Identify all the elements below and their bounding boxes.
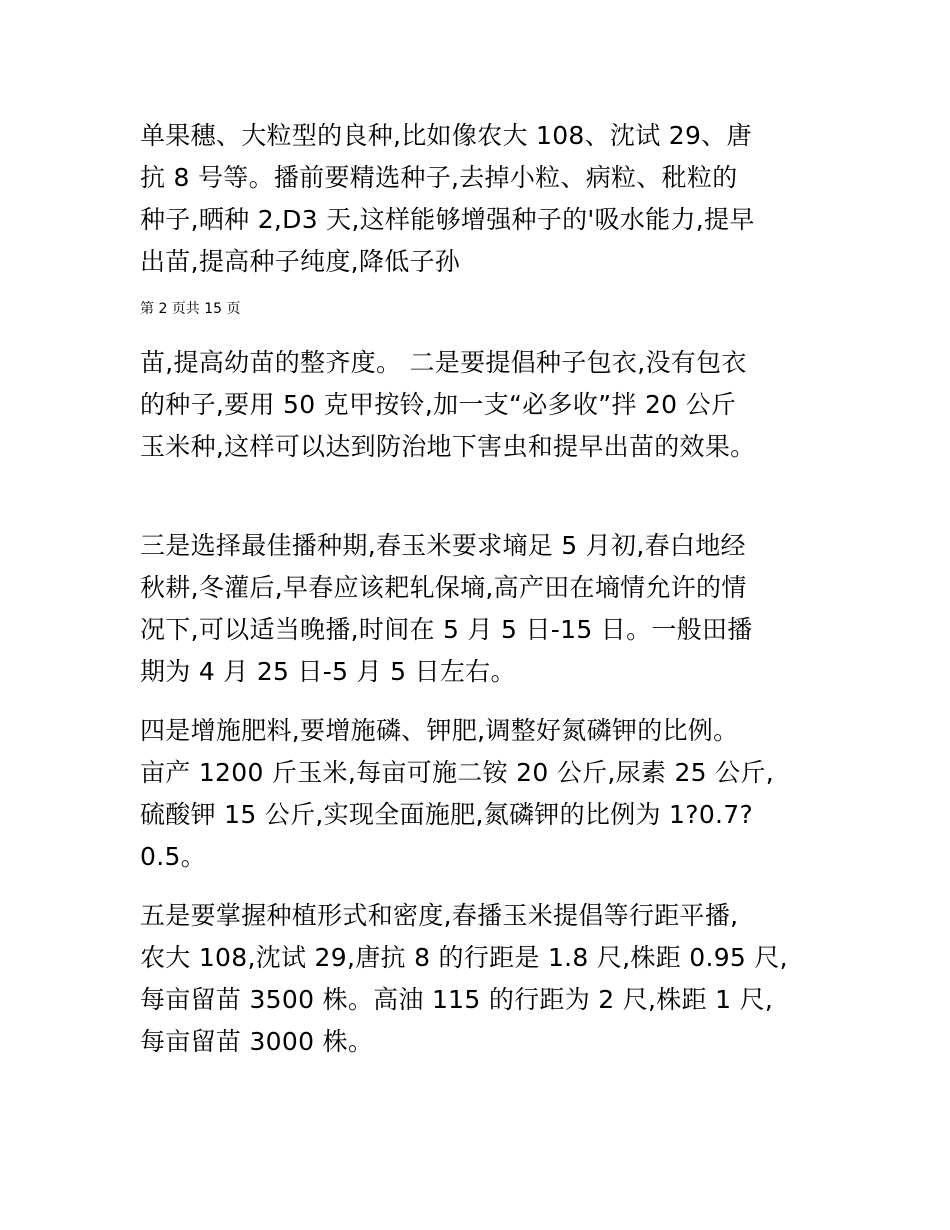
paragraph-seed-selection: 单果穗、大粒型的良种,比如像农大 108、沈试 29、唐 抗 8 号等。播前要精选种子,去掉小粒、病粒、秕粒的 种子,晒种 2,D3 天,这样能够增强种子的'吸水能力,提早 出苗,提高种子纯度,降低子孙: [140, 121, 755, 276]
page-footer: 第 2 页共 15 页: [140, 301, 241, 317]
paragraph-planting-density: 五是要掌握种植形式和密度,春播玉米提倡等行距平播, 农大 108,沈试 29,唐抗 8 的行距是 1.8 尺,株距 0.95 尺, 每亩留苗 3500 株。高油 115 的行距为 2 尺,株距 1 尺, 每亩留苗 3000 株。: [140, 901, 788, 1056]
paragraph-sowing-period: 三是选择最佳播种期,春玉米要求墒足 5 月初,春白地经 秋耕,冬灌后,早春应该耙轧保墒,高产田在墒情允许的情 况下,可以适当晚播,时间在 5 月 5 日-15 日。一般田播 期为 4 月 25 日-5 月 5 日左右。: [140, 531, 753, 686]
paragraph-fertilizer: 四是增施肥料,要增施磷、钾肥,调整好氮磷钾的比例。 亩产 1200 斤玉米,每亩可施二铵 20 公斤,尿素 25 公斤, 硫酸钾 15 公斤,实现全面施肥,氮磷钾的比例为 1?0.7? 0.5。: [140, 716, 774, 871]
paragraph-seed-coating: 苗,提高幼苗的整齐度。 二是要提倡种子包衣,没有包衣 的种子,要用 50 克甲按铃,加一支“必多收”拌 20 公斤 玉米种,这样可以达到防治地下害虫和提早出苗的效果。: [140, 348, 756, 461]
